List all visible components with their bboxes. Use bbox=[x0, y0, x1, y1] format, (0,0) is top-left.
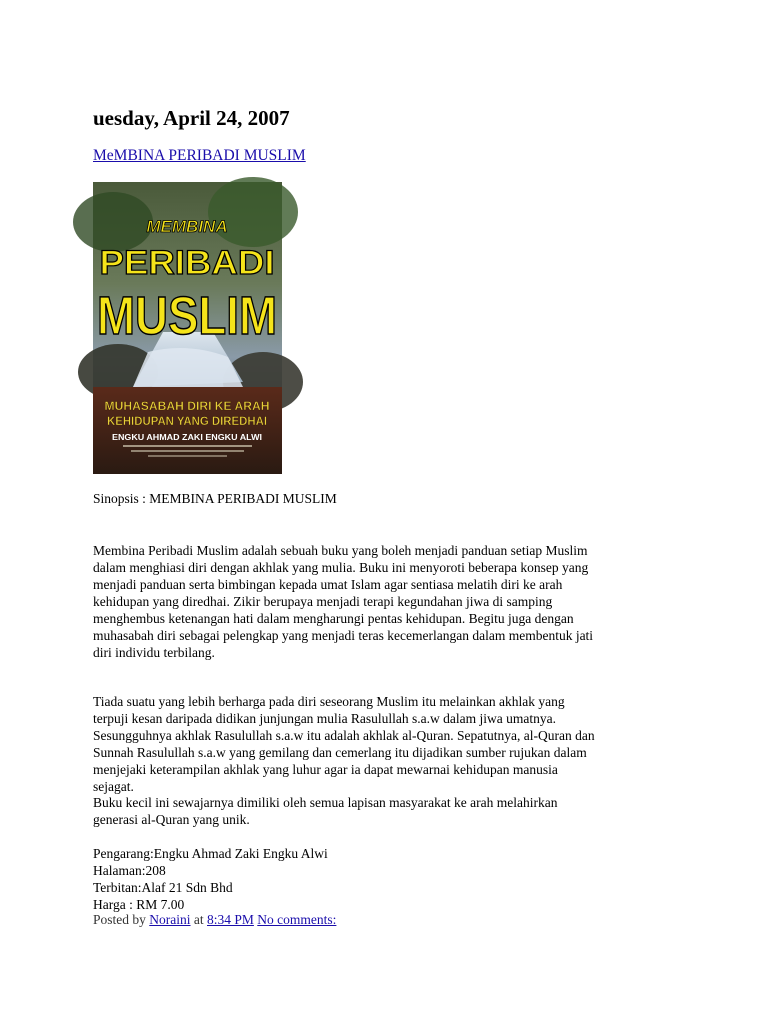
book-price: Harga : RM 7.00 bbox=[93, 897, 185, 912]
paragraph-line: Tiada suatu yang lebih berharga pada diri seseorang Muslim itu melainkan akhlak yang bbox=[93, 694, 565, 709]
paragraph-line: Buku kecil ini sewajarnya dimiliki oleh semua lapisan masyarakat ke arah melahirkan bbox=[93, 795, 558, 810]
paragraph-line: terpuji kesan daripada didikan junjungan mulia Rasulullah s.a.w dalam jiwa umatnya. bbox=[93, 711, 557, 726]
posted-at-label: at bbox=[193, 912, 204, 927]
paragraph-line: menjejaki keterampilan akhlak yang luhur agar ia dapat mewarnai kehidupan manusia bbox=[93, 762, 558, 777]
book-author: Pengarang:Engku Ahmad Zaki Engku Alwi bbox=[93, 846, 328, 861]
book-cover-art bbox=[93, 182, 282, 474]
comments-link[interactable]: No comments: bbox=[257, 912, 337, 927]
paragraph-line: menjadi panduan serta bimbingan kepada umat Islam agar sentiasa melatih diri ke arah bbox=[93, 577, 563, 592]
cover-subtitle1: MUHASABAH DIRI KE ARAH bbox=[104, 401, 270, 413]
paragraph-line: Sesungguhnya akhlak Rasulullah s.a.w itu adalah akhlak al-Quran. Sepatutnya, al-Quran dan bbox=[93, 728, 595, 743]
book-pages: Halaman:208 bbox=[93, 863, 166, 878]
cover-subtitle2: KEHIDUPAN YANG DIREDHAI bbox=[107, 416, 267, 428]
cover-line2: PERIBADI bbox=[99, 244, 275, 282]
cover-line1: MEMBINA bbox=[146, 217, 228, 236]
paragraph-2 bbox=[93, 693, 683, 795]
paragraph-line: Sunnah Rasulullah s.a.w yang gemilang dan cemerlang itu dijadikan sumber rujukan dalam bbox=[93, 745, 587, 760]
paragraph-line: generasi al-Quran yang unik. bbox=[93, 812, 250, 827]
paragraph-line: kehidupan yang diredhai. Zikir berupaya menjadi terapi kegundahan jiwa di samping bbox=[93, 594, 553, 609]
post-date: uesday, April 24, 2007 bbox=[93, 106, 290, 130]
paragraph-3 bbox=[93, 794, 683, 828]
book-cover-image bbox=[93, 182, 282, 474]
paragraph-line: menghembus ketenangan hati dalam mengharungi pentas kehidupan. Begitu juga dengan bbox=[93, 611, 574, 626]
post-title-link[interactable]: MeMBINA PERIBADI MUSLIM bbox=[93, 147, 306, 164]
paragraph-line: dalam menghiasi diri dengan akhlak yang mulia. Buku ini menyoroti beberapa konsep yang bbox=[93, 560, 589, 575]
post-time-link[interactable]: 8:34 PM bbox=[207, 912, 254, 927]
synopsis-heading: Sinopsis : MEMBINA PERIBADI MUSLIM bbox=[93, 491, 337, 506]
paragraph-1 bbox=[93, 542, 683, 661]
post-author-link[interactable]: Noraini bbox=[149, 912, 191, 927]
post-footer bbox=[93, 911, 336, 928]
book-publisher: Terbitan:Alaf 21 Sdn Bhd bbox=[93, 880, 233, 895]
paragraph-line: Membina Peribadi Muslim adalah sebuah buku yang boleh menjadi panduan setiap Muslim bbox=[93, 543, 588, 558]
cover-author: ENGKU AHMAD ZAKI ENGKU ALWI bbox=[112, 433, 262, 442]
book-details bbox=[93, 845, 328, 913]
paragraph-line: muhasabah diri sebagai pelengkap yang menjadi teras kecemerlangan dalam membentuk jati bbox=[93, 628, 594, 643]
posted-by-label: Posted by bbox=[93, 912, 146, 927]
paragraph-line: sejagat. bbox=[93, 779, 134, 794]
paragraph-line: diri individu terbilang. bbox=[93, 645, 215, 660]
cover-line3: MUSLIM bbox=[97, 286, 277, 346]
